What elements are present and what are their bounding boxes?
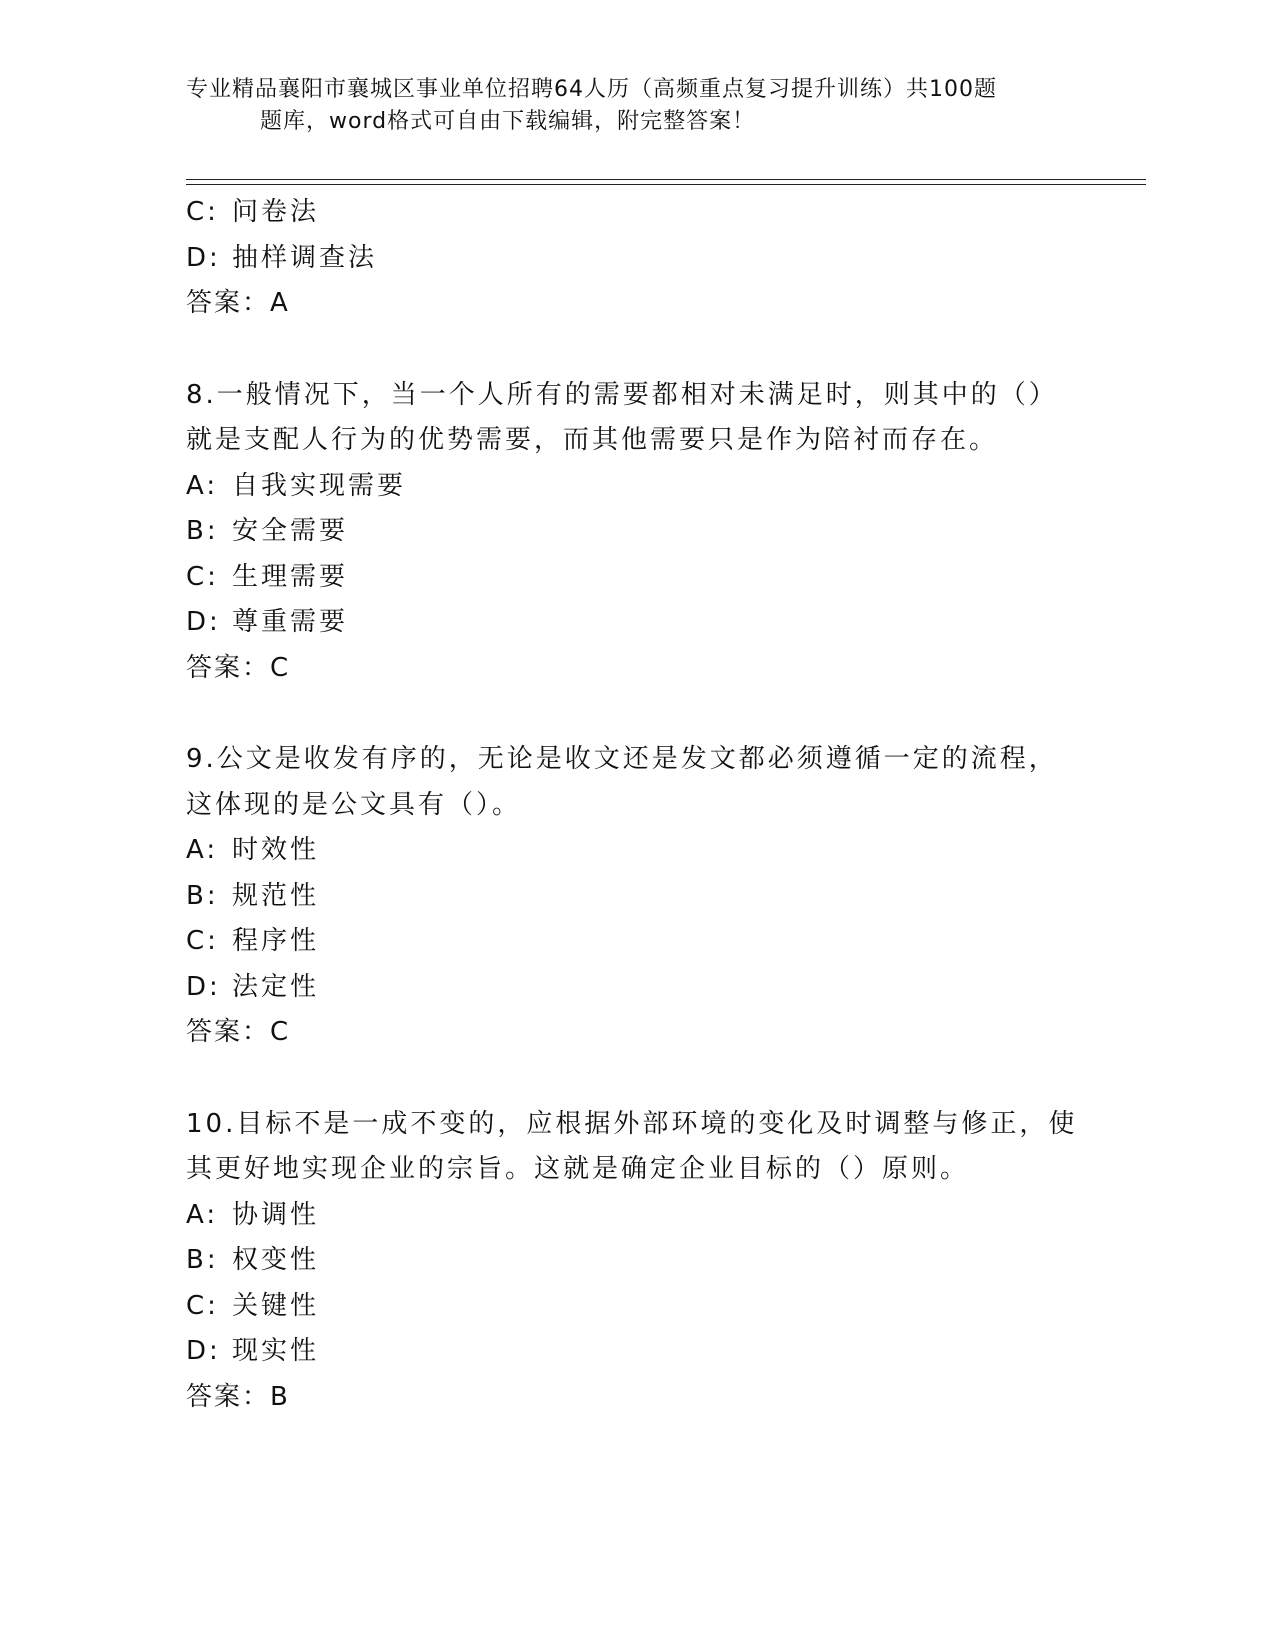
option-d [186, 1329, 1086, 1375]
question-stem-line-1: 9.公文是收发有序的，无论是收文还是发文都必须遵循一定的流程， [186, 744, 1058, 774]
option-label: C: [186, 926, 219, 956]
option-label: D: [186, 971, 221, 1002]
option-b [186, 509, 1086, 555]
option-text: 时效性 [232, 835, 320, 865]
option-text: 现实性 [232, 1336, 320, 1366]
option-label: C: [186, 197, 219, 227]
option-a [186, 828, 1086, 874]
option-c [186, 1284, 1086, 1330]
answer-line: 答案：C [186, 1017, 291, 1047]
spacer [186, 327, 1086, 373]
header-divider-bottom [186, 184, 1146, 185]
option-label: A: [186, 835, 219, 865]
question-stem-line-2: 就是支配人行为的优势需要，而其他需要只是作为陪衬而存在。 [186, 425, 999, 455]
option-d [186, 236, 1086, 282]
option-text: 生理需要 [232, 561, 349, 592]
option-d [186, 600, 1086, 646]
document-body [186, 190, 1086, 1420]
option-a [186, 464, 1086, 510]
option-label: D: [186, 242, 221, 273]
option-label: B: [186, 516, 219, 546]
option-c [186, 919, 1086, 965]
option-text: 程序性 [232, 926, 320, 956]
question-10 [186, 1102, 1086, 1421]
option-b [186, 874, 1086, 920]
option-label: D: [186, 607, 221, 637]
option-c [186, 555, 1086, 601]
header-title-line-2: 题库，word格式可自由下载编辑，附完整答案！ [260, 109, 756, 134]
question-stem-line-2: 其更好地实现企业的宗旨。这就是确定企业目标的（）原则。 [186, 1154, 970, 1184]
spacer [186, 691, 1086, 737]
header-title-line-1: 专业精品襄阳市襄城区事业单位招聘64人历（高频重点复习提升训练）共100题 [186, 77, 997, 102]
question-stem-line-1: 10.目标不是一成不变的，应根据外部环境的变化及时调整与修正，使 [186, 1108, 1078, 1139]
answer-line: 答案：B [186, 1381, 290, 1412]
option-text: 规范性 [232, 880, 320, 911]
option-b [186, 1238, 1086, 1284]
option-text: 自我实现需要 [232, 470, 407, 501]
option-text: 抽样调查法 [232, 242, 378, 273]
option-text: 权变性 [232, 1245, 320, 1275]
option-d [186, 965, 1086, 1011]
option-text: 法定性 [232, 971, 320, 1002]
option-label: D: [186, 1336, 221, 1366]
option-a [186, 1193, 1086, 1239]
question-stem-line-2: 这体现的是公文具有（）。 [186, 789, 522, 820]
option-text: 问卷法 [232, 197, 320, 227]
question-9 [186, 737, 1086, 1056]
option-label: A: [186, 470, 219, 501]
answer-line: 答案：A [186, 288, 290, 318]
option-text: 安全需要 [232, 516, 349, 546]
document-header [186, 74, 1086, 138]
option-c [186, 190, 1086, 236]
option-label: A: [186, 1199, 219, 1230]
carryover-question [186, 190, 1086, 327]
header-divider-top [186, 179, 1146, 180]
answer-line: 答案：C [186, 652, 291, 683]
option-label: B: [186, 880, 219, 911]
option-label: C: [186, 1290, 219, 1321]
option-text: 关键性 [232, 1290, 320, 1321]
question-8 [186, 373, 1086, 692]
question-stem-line-1: 8.一般情况下，当一个人所有的需要都相对未满足时，则其中的（） [186, 379, 1058, 410]
option-text: 尊重需要 [232, 607, 349, 637]
option-label: B: [186, 1245, 219, 1275]
option-text: 协调性 [232, 1199, 320, 1230]
spacer [186, 1056, 1086, 1102]
option-label: C: [186, 561, 219, 592]
